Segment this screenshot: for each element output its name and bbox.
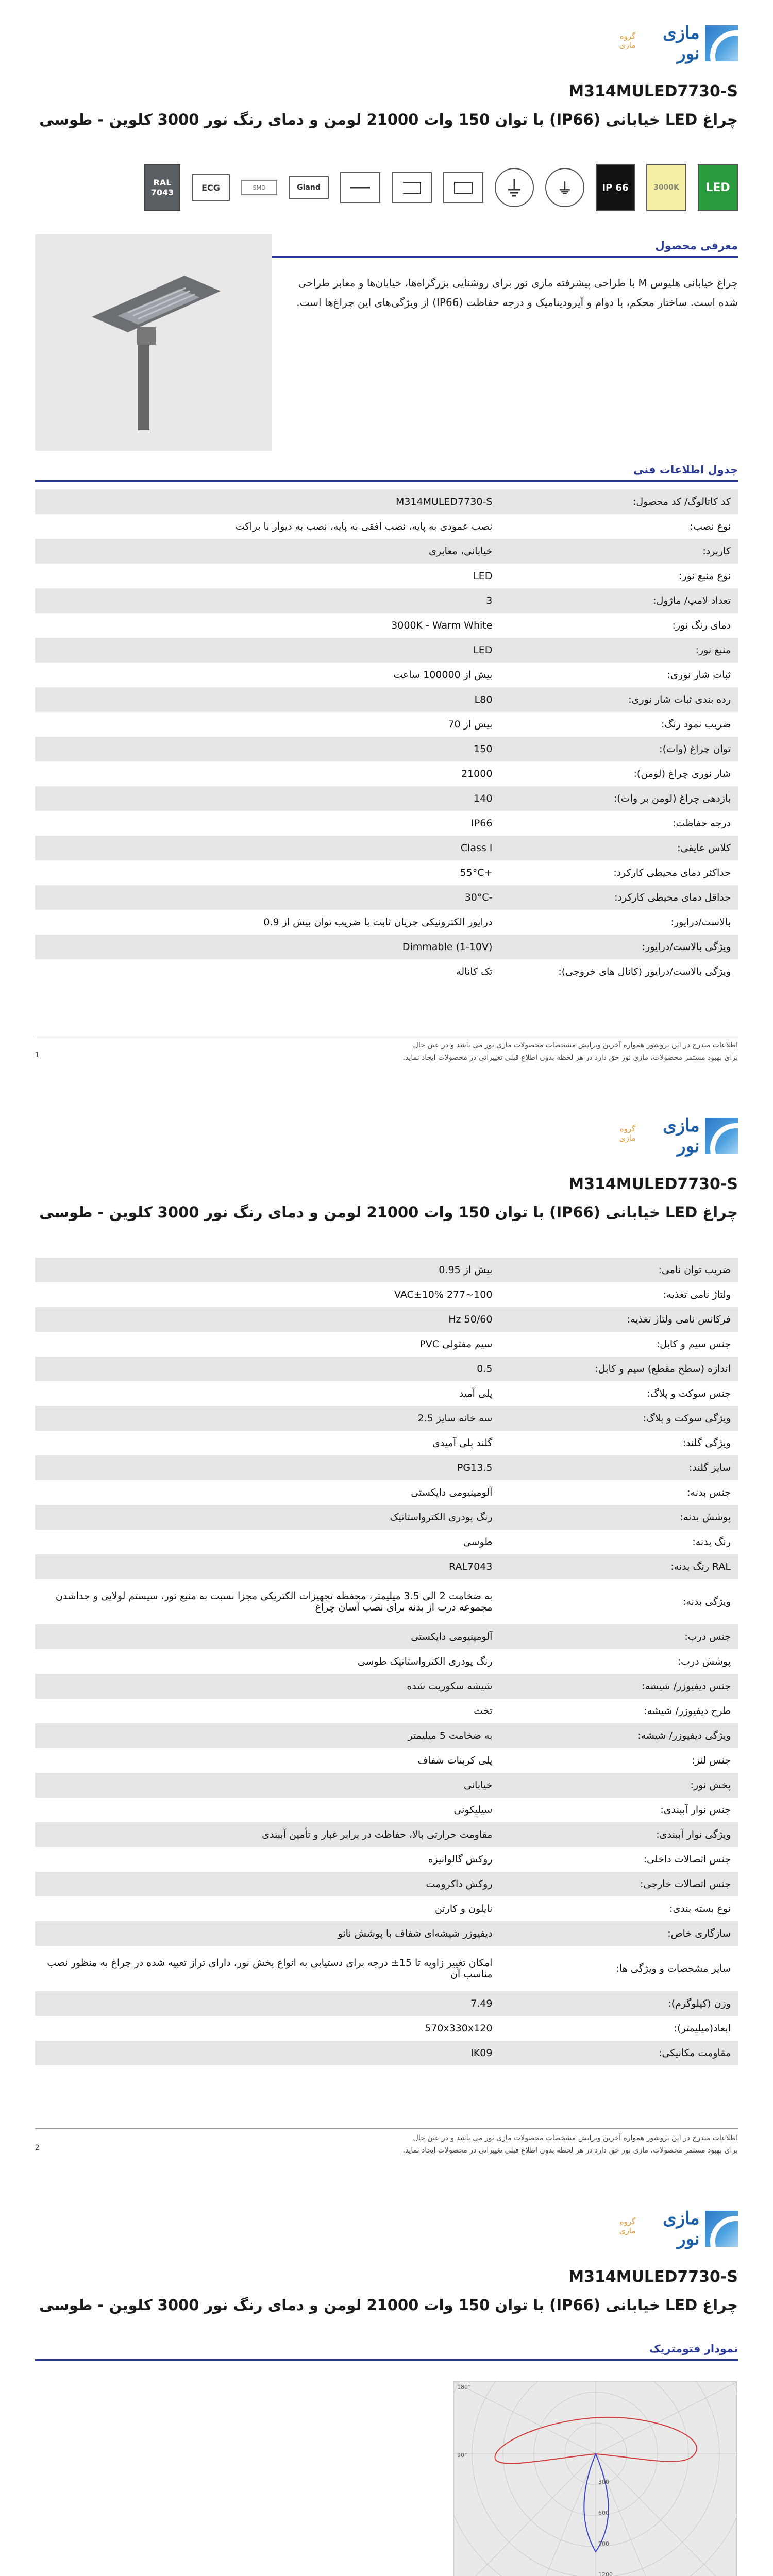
page-number: 2 xyxy=(35,2144,40,2152)
table-row xyxy=(35,1822,738,1847)
table-row xyxy=(35,539,738,564)
ip66-icon: IP 66 xyxy=(596,164,635,211)
spec-value: RAL7043 xyxy=(449,1561,493,1572)
spec-value: 7.49 xyxy=(470,1998,493,2009)
spec-value: مقاومت حرارتی بالا، حفاظت در برابر غبار و تأمین آببندی xyxy=(262,1829,493,1840)
footer-text xyxy=(82,1040,738,1064)
spec-key: ویژگی گلند: xyxy=(682,1437,731,1449)
table-row xyxy=(35,1282,738,1307)
footer-line-2: برای بهبود مستمر محصولات، مازی نور حق دارد در هر لحظه بدون اطلاع قبلی تغییراتی در محصولات ایجاد نماید. xyxy=(402,1053,738,1062)
spec-value: 100~277 VAC±10% xyxy=(394,1289,493,1300)
brand-name: مازی نور xyxy=(663,2208,700,2249)
table-row xyxy=(35,1455,738,1480)
spec-key: دمای رنگ نور: xyxy=(672,620,731,631)
product-title: چراغ LED خیابانی (IP66) با توان 150 وات 21000 لومن و دمای رنگ نور 3000 کلوین - طوسی xyxy=(39,111,738,128)
table-row xyxy=(35,1921,738,1946)
footer-rule xyxy=(35,2128,738,2129)
spec-key: وزن (کیلوگرم): xyxy=(668,1998,731,2009)
photometric-heading: نمودار فتومتریک xyxy=(35,2343,738,2361)
spec-value: تک کاناله xyxy=(456,966,493,977)
table-row xyxy=(35,737,738,761)
spec-key: ویژگی دیفیوزر/ شیشه: xyxy=(637,1730,731,1741)
spec-key: ابعاد(میلیمتر): xyxy=(674,2023,731,2034)
spec-table-2 xyxy=(35,1258,738,2065)
spec-value: 140 xyxy=(474,793,493,804)
table-row xyxy=(35,1505,738,1530)
spec-value: LED xyxy=(473,570,493,582)
table-row xyxy=(35,1258,738,1282)
table-row xyxy=(35,1872,738,1896)
table-row xyxy=(35,613,738,638)
footer-text xyxy=(82,2132,738,2157)
spec-value: گلند پلی آمیدی xyxy=(432,1437,493,1449)
smd-icon: SMD xyxy=(241,180,277,195)
spec-key: اندازه (سطح مقطع) سیم و کابل: xyxy=(595,1363,731,1375)
spec-key: نوع بسته بندی: xyxy=(669,1903,731,1914)
spec-key: حداقل دمای محیطی کارکرد: xyxy=(614,892,731,903)
spec-table-1 xyxy=(35,489,738,984)
page-3 xyxy=(0,2185,773,2576)
photometric-chart xyxy=(453,2381,737,2576)
spec-key: سازگاری خاص: xyxy=(667,1928,731,1939)
spec-key: طرح دیفیوزر/ شیشه: xyxy=(644,1705,731,1717)
spec-key: سایز گلند: xyxy=(689,1462,731,1473)
spec-key: رده بندی ثبات شار نوری: xyxy=(628,694,731,705)
spec-value: تخت xyxy=(474,1705,493,1717)
spec-value: L80 xyxy=(474,694,493,705)
spec-key: ضریب توان نامی: xyxy=(658,1264,731,1276)
table-row xyxy=(35,910,738,935)
spec-value: پلی کربنات شفاف xyxy=(417,1755,493,1766)
spec-value: خیابانی، معابری xyxy=(429,546,493,557)
table-row xyxy=(35,1381,738,1406)
intro-heading: معرفی محصول xyxy=(35,240,738,258)
spec-key: ویژگی نوار آببندی: xyxy=(656,1829,731,1840)
spec-key: جنس سوکت و پلاگ: xyxy=(647,1388,731,1399)
spec-value: 3 xyxy=(486,595,493,606)
spec-value: شیشه سکوریت شده xyxy=(407,1681,493,1692)
spec-key: ولتاژ نامی تغذیه: xyxy=(663,1289,731,1300)
table-row xyxy=(35,836,738,860)
spec-key: نوع منبع نور: xyxy=(679,570,731,582)
table-row xyxy=(35,1624,738,1649)
brand-logo xyxy=(604,2210,738,2247)
table-row xyxy=(35,1674,738,1699)
spec-key: جنس درب: xyxy=(684,1631,731,1642)
spec-key: توان چراغ (وات): xyxy=(659,743,731,755)
intro-text: چراغ خیابانی هلیوس M با طراحی پیشرفته مازی نور برای روشنایی بزرگراه‌ها، خیابان‌ها و معابر طراحی شده است. ساختار محکم، با دوام و آیرودینامیک و درجه حفاظت (IP66) از ویژگی‌های این چراغ‌ها است. xyxy=(296,277,738,309)
led-icon: LED xyxy=(698,164,738,211)
product-code: M314MULED7730-S xyxy=(568,82,738,100)
spec-key: جنس لنز: xyxy=(691,1755,731,1766)
spec-value: PG13.5 xyxy=(457,1462,493,1473)
spec-value: IK09 xyxy=(470,2047,493,2059)
spec-key: فرکانس نامی ولتاژ تغذیه: xyxy=(627,1314,731,1325)
spec-key: شار نوری چراغ (لومن): xyxy=(633,768,731,779)
brand-logo xyxy=(604,1117,738,1155)
table-row xyxy=(35,1896,738,1921)
table-row xyxy=(35,1649,738,1674)
table-row xyxy=(35,2016,738,2041)
table-row xyxy=(35,489,738,514)
table-row xyxy=(35,761,738,786)
feature-icons xyxy=(144,164,738,211)
brand-sub: گروه مازی xyxy=(619,31,636,50)
spec-key: ویژگی بدنه: xyxy=(682,1596,731,1607)
table-row xyxy=(35,1307,738,1332)
spec-value: آلومینیومی دایکستی xyxy=(411,1631,493,1642)
color-temp-icon: 3000K xyxy=(646,164,686,211)
class-i-icon xyxy=(495,168,534,207)
spec-value: سیم مفتولی PVC xyxy=(419,1338,493,1350)
spec-heading: جدول اطلاعات فنی xyxy=(35,464,738,482)
logo-mark-icon xyxy=(705,1118,738,1154)
table-row xyxy=(35,638,738,663)
polar-label-radial-2: 900 xyxy=(598,2540,609,2547)
spec-value: بیش از 0.95 xyxy=(439,1264,493,1276)
spec-key: بازدهی چراغ (لومن بر وات): xyxy=(613,793,731,804)
table-row xyxy=(35,1579,738,1624)
spec-value: روکش داکرومت xyxy=(426,1878,493,1890)
table-row xyxy=(35,663,738,687)
spec-key: منبع نور: xyxy=(695,645,731,656)
spec-value: بیش از 70 xyxy=(448,719,493,730)
table-row xyxy=(35,1991,738,2016)
spec-key: رنگ بدنه: xyxy=(692,1536,731,1548)
spec-value: بیش از 100000 ساعت xyxy=(393,669,493,681)
spec-key: ویژگی بالاست/درایور (کانال های خروجی): xyxy=(558,966,731,977)
spec-value: به ضخامت 5 میلیمتر xyxy=(408,1730,493,1741)
polar-label-top-6: 90° xyxy=(457,2452,467,2459)
spec-key: پخش نور: xyxy=(690,1780,731,1791)
brand-name: مازی نور xyxy=(663,23,700,64)
spec-key: ویژگی بالاست/درایور: xyxy=(642,941,731,953)
spec-value: IP66 xyxy=(471,818,493,829)
product-image xyxy=(35,234,272,451)
spec-value: دیفیوزر شیشه‌ای شفاف با پوشش نانو xyxy=(338,1928,493,1939)
spec-value: نصب عمودی به پایه، نصب افقی به پایه، نصب به دیوار با براکت xyxy=(235,521,493,532)
spec-value: 50/60 Hz xyxy=(448,1314,493,1325)
spec-key: ویژگی سوکت و پلاگ: xyxy=(643,1413,731,1424)
table-row xyxy=(35,1480,738,1505)
spec-key: کد کاتالوگ/ کد محصول: xyxy=(632,496,731,507)
polar-label-radial-3: 1200 xyxy=(598,2571,613,2576)
spec-value: رنگ پودری الکترواستاتیک طوسی xyxy=(357,1656,493,1667)
table-row xyxy=(35,1332,738,1357)
table-row xyxy=(35,588,738,613)
brand-name: مازی نور xyxy=(663,1115,700,1157)
spec-key: سایر مشخصات و ویژگی ها: xyxy=(616,1963,731,1974)
spec-value: Dimmable (1-10V) xyxy=(402,941,493,953)
table-row xyxy=(35,687,738,712)
table-row xyxy=(35,1773,738,1798)
ral-icon: RAL 7043 xyxy=(144,164,180,211)
polar-label-radial-0: 300 xyxy=(598,2479,609,2485)
product-title: چراغ LED خیابانی (IP66) با توان 150 وات 21000 لومن و دمای رنگ نور 3000 کلوین - طوسی xyxy=(39,1204,738,1221)
spec-key: جنس اتصالات خارجی: xyxy=(640,1878,731,1890)
spec-value: درایور الکترونیکی جریان ثابت با ضریب توان بیش از 0.9 xyxy=(263,917,493,928)
brand-logo xyxy=(604,25,738,62)
spec-value: پلی آمید xyxy=(459,1388,493,1399)
logo-mark-icon xyxy=(705,2211,738,2247)
spec-key: کاربرد: xyxy=(702,546,731,557)
spec-key: جنس اتصالات داخلی: xyxy=(643,1854,731,1865)
product-title: چراغ LED خیابانی (IP66) با توان 150 وات 21000 لومن و دمای رنگ نور 3000 کلوین - طوسی xyxy=(39,2296,738,2314)
table-row xyxy=(35,885,738,910)
spec-key: پوشش درب: xyxy=(677,1656,731,1667)
table-row xyxy=(35,1847,738,1872)
spec-value: به ضخامت 2 الی 3.5 میلیمتر، محفظه تجهیزات الکتریکی مجزا نسبت به منبع نور، سیستم لولایی و جداشدن مجموعه درب از بدنه برای نصب آسان چراغ xyxy=(55,1590,493,1613)
spec-value: Class I xyxy=(460,842,493,854)
table-row xyxy=(35,860,738,885)
table-row xyxy=(35,1554,738,1579)
spec-key: جنس دیفیوزر/ شیشه: xyxy=(642,1681,731,1692)
table-row xyxy=(35,811,738,836)
table-row xyxy=(35,1798,738,1822)
spec-value: LED xyxy=(473,645,493,656)
page-1 xyxy=(0,0,773,1093)
spec-value: 150 xyxy=(474,743,493,755)
street-light-icon xyxy=(51,255,257,430)
brand-sub: گروه مازی xyxy=(619,1124,636,1143)
spec-value: 570x330x120 xyxy=(425,2023,493,2034)
spec-key: ضریب نمود رنگ: xyxy=(661,719,731,730)
spec-key: RAL رنگ بدنه: xyxy=(670,1561,731,1572)
footer-line-1: اطلاعات مندرج در این بروشور همواره آخرین ویرایش مشخصات محصولات مازی نور می باشد و در عین حال xyxy=(413,1041,738,1049)
table-row xyxy=(35,1699,738,1723)
mount-icon-3 xyxy=(340,172,380,203)
table-row xyxy=(35,1431,738,1455)
mount-icon-1 xyxy=(443,172,483,203)
table-row xyxy=(35,935,738,959)
table-row xyxy=(35,1946,738,1991)
spec-key: ثبات شار نوری: xyxy=(667,669,731,681)
page-number: 1 xyxy=(35,1051,40,1059)
spec-value: طوسی xyxy=(463,1536,493,1548)
brand-sub: گروه مازی xyxy=(619,2217,636,2235)
spec-key: جنس نوار آببندی: xyxy=(660,1804,731,1816)
gland-icon: Gland xyxy=(289,176,329,199)
spec-value: 0.5 xyxy=(477,1363,493,1375)
spec-value: +55°C xyxy=(460,867,493,878)
spec-key: جنس بدنه: xyxy=(687,1487,731,1498)
spec-value: رنگ پودری الکترواستاتیک xyxy=(390,1512,493,1523)
spec-value: سیلیکونی xyxy=(453,1804,493,1816)
table-row xyxy=(35,959,738,984)
spec-key: جنس سیم و کابل: xyxy=(656,1338,731,1350)
spec-value: امکان تغییر زاویه تا 15± درجه برای دستیابی به انواع پخش نور، دارای تراز تعبیه شده در چراغ به منظور نصب مناسب آن xyxy=(47,1957,493,1980)
table-row xyxy=(35,564,738,588)
footer-line-1: اطلاعات مندرج در این بروشور همواره آخرین ویرایش مشخصات محصولات مازی نور می باشد و در عین حال xyxy=(413,2134,738,2142)
spec-key: مقاومت مکانیکی: xyxy=(659,2047,731,2059)
spec-value: نایلون و کارتن xyxy=(434,1903,493,1914)
table-row xyxy=(35,1357,738,1381)
logo-mark-icon xyxy=(705,25,738,61)
spec-value: 3000K - Warm White xyxy=(391,620,493,631)
product-code: M314MULED7730-S xyxy=(568,2268,738,2286)
table-row xyxy=(35,1406,738,1431)
spec-value: روکش گالوانیزه xyxy=(428,1854,493,1865)
table-row xyxy=(35,1723,738,1748)
table-row xyxy=(35,2041,738,2065)
spec-key: کلاس عایقی: xyxy=(677,842,731,854)
spec-key: حداکثر دمای محیطی کارکرد: xyxy=(613,867,731,878)
page-2 xyxy=(0,1093,773,2185)
spec-value: آلومینیومی دایکستی xyxy=(411,1487,493,1498)
footer-line-2: برای بهبود مستمر محصولات، مازی نور حق دارد در هر لحظه بدون اطلاع قبلی تغییراتی در محصولات ایجاد نماید. xyxy=(402,2146,738,2155)
polar-label-radial-1: 600 xyxy=(598,2510,609,2516)
spec-value: خیابانی xyxy=(463,1780,493,1791)
table-row xyxy=(35,1530,738,1554)
spec-value: -30°C xyxy=(464,892,493,903)
spec-value: 21000 xyxy=(461,768,493,779)
spec-key: نوع نصب: xyxy=(690,521,731,532)
spec-key: تعداد لامپ/ ماژول: xyxy=(653,595,731,606)
mount-icon-2 xyxy=(392,172,432,203)
earth-icon: ⏚ xyxy=(545,168,584,207)
product-code: M314MULED7730-S xyxy=(568,1175,738,1193)
spec-key: پوشش بدنه: xyxy=(680,1512,731,1523)
table-row xyxy=(35,514,738,539)
table-row xyxy=(35,1748,738,1773)
ecg-icon: ECG xyxy=(192,174,230,201)
spec-value: M314MULED7730-S xyxy=(395,496,493,507)
table-row xyxy=(35,712,738,737)
spec-value: سه خانه سایز 2.5 xyxy=(417,1413,493,1424)
polar-label-top-0: 180° xyxy=(457,2384,471,2391)
table-row xyxy=(35,786,738,811)
spec-key: بالاست/درایور: xyxy=(670,917,731,928)
spec-key: درجه حفاظت: xyxy=(673,818,731,829)
